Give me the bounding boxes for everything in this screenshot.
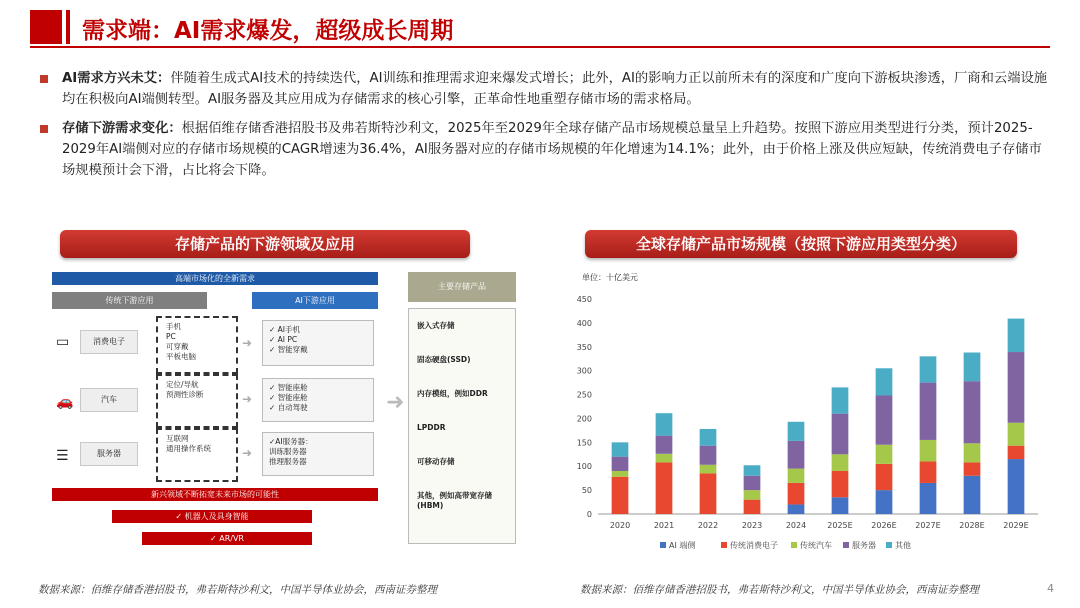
list-item: 推理服务器 [269, 457, 307, 466]
x-tick-label: 2023 [741, 521, 763, 530]
bar-segment [744, 476, 761, 490]
bar-segment [788, 504, 805, 514]
bar-segment [612, 442, 629, 456]
bar-segment [964, 476, 981, 514]
list-item: 通用操作系统 [166, 444, 211, 453]
legend-swatch [660, 542, 666, 548]
bar-segment [612, 477, 629, 514]
bar-segment [656, 413, 673, 435]
list-item: 互联网 [166, 434, 189, 443]
device-server: 服务器 [80, 442, 138, 466]
page-title: 需求端：AI需求爆发，超级成长周期 [82, 18, 454, 44]
x-tick-label: 2024 [785, 521, 807, 530]
bar-segment [920, 356, 937, 382]
title-accent-block [30, 10, 62, 44]
bullet-text: 根据佰维存储香港招股书及弗若斯特沙利文，2025年至2029年全球存储产品市场规模总量呈上升趋势。按照下游应用类型进行分类，预计2025-2029年AI端侧对应的存储市场规模的CAGR增速为36.4%，AI服务器对应的存储市场规模的年化增速为14.1%；此外，由于价格上涨及供应短缺，传统消费电子存储市场规模预计会下滑，占比将会下降。 [62, 121, 1042, 178]
bar-segment [964, 381, 981, 443]
bar-segment [920, 440, 937, 462]
bar-segment [744, 500, 761, 514]
x-tick-label: 2029E [1003, 521, 1029, 530]
bar-segment [788, 483, 805, 505]
legend-label: 传统汽车 [800, 541, 832, 550]
bullet-lead: 存储下游需求变化： [62, 121, 182, 136]
diagram-top-bar: 高端市场化的全新需求 [52, 272, 378, 285]
arrow-right-icon: ➜ [242, 446, 253, 460]
device-automotive: 汽车 [80, 388, 138, 412]
y-tick-label: 150 [576, 438, 592, 448]
ai-list-server [262, 432, 374, 476]
storage-item: LPDDR [417, 423, 446, 432]
list-item: PC [166, 332, 176, 341]
list-item: 平板电脑 [166, 352, 196, 361]
x-tick-label: 2022 [697, 521, 719, 530]
bar-segment [612, 471, 629, 477]
x-tick-label: 2026E [871, 521, 897, 530]
x-tick-label: 2027E [915, 521, 941, 530]
emerging-item-robotics: ✓ 机器人及具身智能 [112, 510, 312, 523]
y-tick-label: 0 [586, 510, 592, 519]
x-tick-label: 2025E [827, 521, 853, 530]
list-item: 手机 [166, 322, 181, 331]
bar-segment [1008, 319, 1025, 352]
chart-unit-label: 单位：十亿美元 [582, 273, 638, 282]
traditional-header: 传统下游应用 [52, 292, 207, 309]
x-tick-label: 2020 [609, 521, 631, 530]
bar-segment [788, 422, 805, 441]
bar-segment [876, 490, 893, 514]
bar-segment [700, 446, 717, 465]
legend-label: 服务器 [852, 541, 876, 550]
list-item: 训练服务器 [269, 447, 307, 456]
list-item: ✓ AI PC [269, 335, 298, 344]
y-tick-label: 350 [576, 342, 592, 352]
bar-segment [964, 353, 981, 382]
legend-swatch [721, 542, 727, 548]
y-tick-label: 100 [576, 462, 592, 472]
traditional-list-consumer [156, 316, 238, 374]
server-icon: ☰ [56, 448, 69, 464]
bar-segment [832, 497, 849, 514]
bar-segment [920, 383, 937, 440]
bar-segment [920, 461, 937, 483]
storage-item: 内存模组，例如DDR [417, 389, 488, 398]
bar-segment [832, 414, 849, 455]
storage-item: 可移动存储 [417, 457, 455, 466]
arrow-right-icon: ➜ [386, 390, 405, 415]
left-panel-heading: 存储产品的下游领域及应用 [60, 230, 470, 258]
bullet-ai-demand [40, 68, 1050, 110]
list-item: 预测性诊断 [166, 390, 204, 399]
bullet-text: 伴随着生成式AI技术的持续迭代，AI训练和推理需求迎来爆发式增长；此外，AI的影响力正以前所未有的深度和广度向下游板块渗透，厂商和云端设施均在积极向AI端侧转型。AI服务器及其应用成为存储需求的核心引擎，正革命性地重塑存储市场的需求格局。 [62, 71, 1048, 107]
arrow-right-icon: ➜ [242, 336, 253, 350]
bar-segment [700, 465, 717, 474]
bar-segment [1008, 446, 1025, 459]
bar-segment [656, 462, 673, 514]
y-tick-label: 50 [581, 486, 592, 496]
bar-segment [656, 454, 673, 463]
device-consumer-electronics: 消费电子 [80, 330, 138, 354]
car-icon: 🚗 [56, 394, 74, 410]
bar-segment [1008, 459, 1025, 514]
list-item: 可穿戴 [166, 342, 189, 351]
traditional-list-auto [156, 374, 238, 428]
emerging-item-arvr: ✓ AR/VR [142, 532, 312, 545]
emerging-bar: 新兴领域不断拓宽未来市场的可能性 [52, 488, 378, 501]
storage-item: 固态硬盘(SSD) [417, 355, 471, 364]
legend-label: AI 端侧 [669, 541, 696, 550]
legend-swatch [843, 542, 849, 548]
bar-segment [832, 387, 849, 413]
arrow-right-icon: ➜ [242, 392, 253, 406]
storage-products-header: 主要存储产品 [408, 272, 516, 302]
list-item: ✓ 自动驾驶 [269, 403, 308, 412]
bar-segment [656, 436, 673, 454]
bar-segment [832, 471, 849, 497]
traditional-list-server [156, 428, 238, 482]
legend-swatch [886, 542, 892, 548]
bullet-storage-demand [40, 118, 1050, 181]
bullet-square-icon [40, 75, 48, 83]
laptop-icon: ▭ [56, 334, 70, 350]
ai-list-consumer [262, 320, 374, 366]
bar-segment [744, 465, 761, 476]
bar-segment [964, 462, 981, 475]
bar-segment [1008, 352, 1025, 423]
bar-segment [612, 457, 629, 471]
x-tick-label: 2021 [653, 521, 675, 530]
legend-label: 其他 [895, 541, 911, 550]
bar-segment [1008, 423, 1025, 446]
y-tick-label: 300 [576, 366, 592, 376]
y-tick-label: 200 [576, 414, 592, 424]
bar-segment [788, 469, 805, 483]
bar-segment [920, 483, 937, 514]
right-panel-heading: 全球存储产品市场规模（按照下游应用类型分类） [585, 230, 1017, 258]
list-item: ✓ 智能座舱 [269, 393, 308, 402]
ai-list-auto [262, 378, 374, 422]
title-accent-bar [66, 10, 70, 44]
list-item: 定位/导航 [166, 380, 199, 389]
bar-segment [964, 443, 981, 462]
list-item: ✓ 智能座舱 [269, 383, 308, 392]
y-tick-label: 450 [576, 295, 592, 304]
application-diagram [52, 270, 522, 550]
list-item: ✓ 智能穿戴 [269, 345, 308, 354]
list-item: ✓AI服务器： [269, 437, 313, 446]
legend-swatch [791, 542, 797, 548]
storage-item: 其他，例如高带宽存储(HBM) [417, 491, 492, 510]
bar-segment [876, 445, 893, 464]
list-item: ✓ AI手机 [269, 325, 301, 334]
bar-segment [876, 396, 893, 445]
market-size-chart [560, 285, 1050, 570]
bar-segment [700, 473, 717, 514]
bar-segment [788, 441, 805, 469]
bar-segment [832, 454, 849, 471]
legend-label: 传统消费电子 [730, 541, 778, 550]
y-tick-label: 250 [576, 390, 592, 400]
source-note-left: 数据来源：佰维存储香港招股书，弗若斯特沙利文，中国半导体业协会，西南证券整理 [38, 584, 437, 596]
storage-item: 嵌入式存储 [417, 321, 455, 330]
storage-products-list [408, 308, 516, 544]
bullet-square-icon [40, 125, 48, 133]
bar-segment [876, 464, 893, 490]
y-tick-label: 400 [576, 318, 592, 328]
title-divider [30, 46, 1050, 48]
x-tick-label: 2028E [959, 521, 985, 530]
ai-header: AI下游应用 [252, 292, 378, 309]
source-note-right: 数据来源：佰维存储香港招股书，弗若斯特沙利文，中国半导体业协会，西南证券整理 [580, 584, 979, 596]
bar-segment [700, 429, 717, 446]
page-number: 4 [1047, 582, 1054, 595]
bullet-lead: AI需求方兴未艾： [62, 71, 171, 86]
bar-segment [876, 368, 893, 395]
bar-segment [744, 490, 761, 500]
